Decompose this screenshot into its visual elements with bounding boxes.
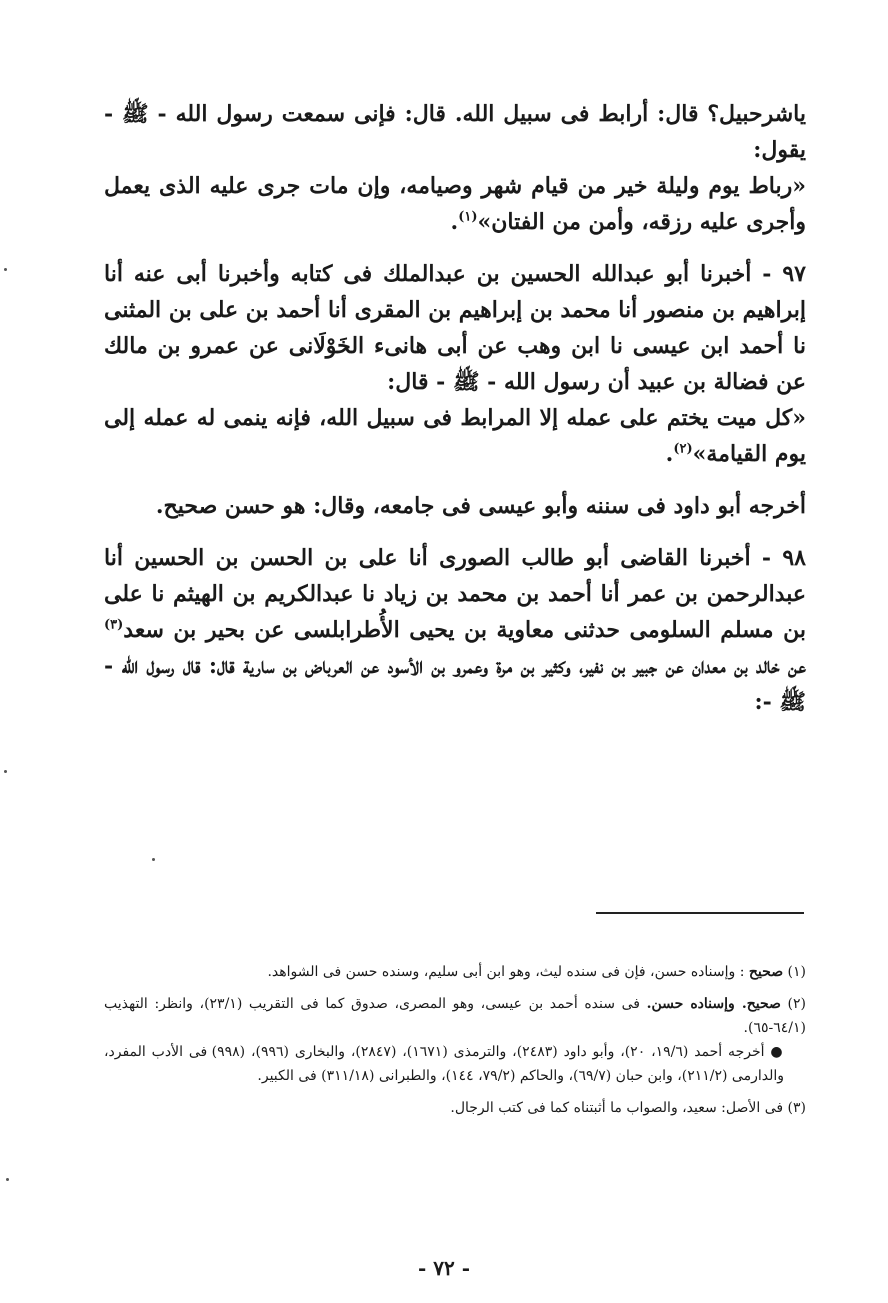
hadith-97-isnad: ٩٧ - أخبرنا أبو عبدالله الحسين بن عبدالملك فى كتابه وأخبرنا أبى عنه أنا إبراهيم بن منصور أنا محمد بن إبراهيم بن المقرى أنا أحمد بن على بن المثنى نا أحمد ابن عيسى نا ابن وهب عن أبى هانىء الخَوْلَانى عن عمرو بن مالك عن فضالة بن عبيد أن رسول الله - ﷺ - قال: [104,261,806,395]
hadith-quote-1: «رباط يوم وليلة خير من قيام شهر وصيامه، وإن مات جرى عليه الذى يعمل وأجرى عليه رزقه، وأمن من الفتان»$^{(١)}$. [104,173,806,235]
footnote-2-grade: صحيح. وإسناده حسن. [646,996,781,1012]
footnote-ref-2: (٢) [673,441,693,457]
hadith-quote-2-text: «كل ميت يختم على عمله إلا المرابط فى سبيل الله، فإنه ينمى له عمله إلى يوم القيامة» [104,405,806,467]
hadith-quote-2: «كل ميت يختم على عمله إلا المرابط فى سبيل الله، فإنه ينمى له عمله إلى يوم القيامة»$^{(٢)}$. [104,405,806,467]
hadith-98-isnad [104,540,806,720]
takhrij-note: أخرجه أبو داود فى سننه وأبو عيسى فى جامعه، وقال: هو حسن صحيح. [155,493,806,519]
footnote-3 [104,1096,806,1120]
footnote-separator [596,912,804,914]
scan-speck [4,770,7,773]
footnote-2-takhrij [104,1040,806,1088]
scan-speck [4,268,7,271]
footnote-3-number: (٣) [787,1100,806,1116]
footnote-1-number: (١) [787,964,806,980]
footnote-1-text: : وإسناده حسن، فإن فى سنده ليث، وهو ابن أبى سليم، وسنده حسن فى الشواهد. [267,964,745,980]
paragraph-continuation: ياشرحبيل؟ قال: أرابط فى سبيل الله. قال: فإنى سمعت رسول الله - ﷺ - يقول: [104,101,806,163]
page-number: - ٧٢ - [417,1256,470,1280]
footnote-2-takhrij-text: أخرجه أحمد (١٩/٦، ٢٠)، وأبو داود (٢٤٨٣)، والترمذى (١٦٧١)، (٢٨٤٧)، والبخارى (٩٩٦)، (٩٩٨) فى الأدب المفرد، والدارمى (٢١١/٢)، وابن حبان (٦٩/٧)، والحاكم (٧٩/٢، ١٤٤)، والطبرانى (٣١١/١٨) فى الكبير. [104,1044,784,1084]
footnote-1-grade: صحيح [748,964,784,980]
scan-speck [6,1178,9,1181]
footnote-ref-3: (٣) [104,617,124,633]
footnotes [104,960,806,1120]
footnote-2-number: (٢) [787,996,806,1012]
hadith-quote-1-text: «رباط يوم وليلة خير من قيام شهر وصيامه، وإن مات جرى عليه الذى يعمل وأجرى عليه رزقه، وأمن من الفتان» [104,173,806,235]
bullet-icon: ● [770,1044,785,1060]
hadith-98-isnad-part-b: عن خالد بن معدان عن جبير بن نفير، وكثير بن مرة وعمرو بن الأسود عن العرباض بن سارية قال: قال رسول الله - ﷺ -: [104,653,806,715]
footnote-2-text: فى سنده أحمد بن عيسى، وهو المصرى، صدوق كما فى التقريب (٢٣/١)، وانظر: التهذيب (٦٤/١-٦٥). [104,996,806,1036]
scan-speck [152,858,155,861]
footnote-3-text: فى الأصل: سعيد، والصواب ما أثبتناه كما فى كتب الرجال. [450,1100,784,1116]
footnote-1 [104,960,806,984]
footnote-2 [104,992,806,1040]
footnote-ref-1: (١) [458,209,478,225]
main-text [104,96,806,720]
hadith-98-isnad-part-a: ٩٨ - أخبرنا القاضى أبو طالب الصورى أنا على بن الحسن بن الحسين أنا عبدالرحمن بن عمر أنا أحمد بن محمد بن زياد نا عبدالكريم بن الهيثم نا على بن مسلم السلومى حدثنى معاوية بن يحيى الأُطرابلسى عن بحير بن سعد [104,545,806,643]
